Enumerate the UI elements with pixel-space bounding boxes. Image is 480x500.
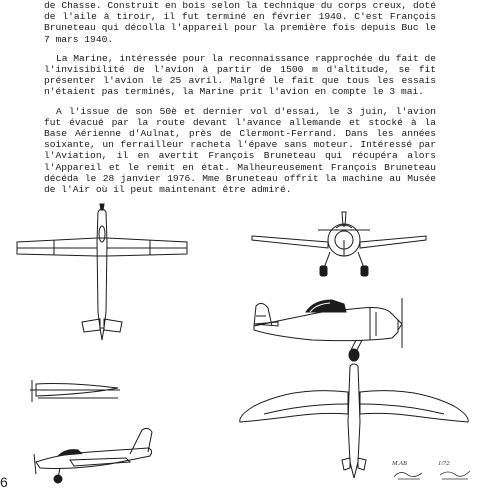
signature-right-text: 1/72	[438, 460, 450, 467]
paragraph-1: de Chasse. Construit en bois selon la technique du corps creux, doté de l'aile à tiroir, il fut terminé en février 1940. C'est François Bruneteau qui décolla l'appareil pour la première fois depuis Buc le 7 mars 1940.	[44, 0, 436, 45]
page-number: 6	[0, 474, 8, 490]
wing-section-drawing	[28, 372, 124, 412]
paragraph-2: La Marine, intéressée pour la reconnaissance rapprochée du fait de l'invisibilité de l'avion à partir de 1500 m d'altitude, se fit présenter l'avion le 25 avril. Malgré le fait que tous les essais n'étaient pas terminés, la Marine prit l'avion en compte le 3 mai.	[44, 52, 436, 98]
front-view-drawing	[248, 208, 430, 278]
paragraph-3: A l'issue de son 50è et dernier vol d'essai, le 3 juin, l'avion fut évacué par la route devant l'avance allemande et stocké à la Base Aérienne d'Aulnat, près de Clermont-Ferrand. Dans les années soixante, un ferrailleur racheta l'épave sans moteur. Intéressé par l'Aviation, il en avertit François Bruneteau qui récupéra alors l'Appareil et le remit en état. Malheureusement François Bruneteau décéda le 28 janvier 1976. Mme Bruneteau offrit la machine au Musée de l'Air où il peut maintenant être admiré.	[44, 105, 436, 196]
signature-left	[392, 460, 426, 481]
side-view-drawing	[252, 290, 412, 362]
signature-right	[438, 460, 472, 481]
body-text	[44, 0, 436, 203]
signature-left-text: M.AB	[392, 460, 407, 467]
perspective-side-drawing	[30, 424, 160, 484]
plan-view-drawing	[14, 202, 192, 344]
